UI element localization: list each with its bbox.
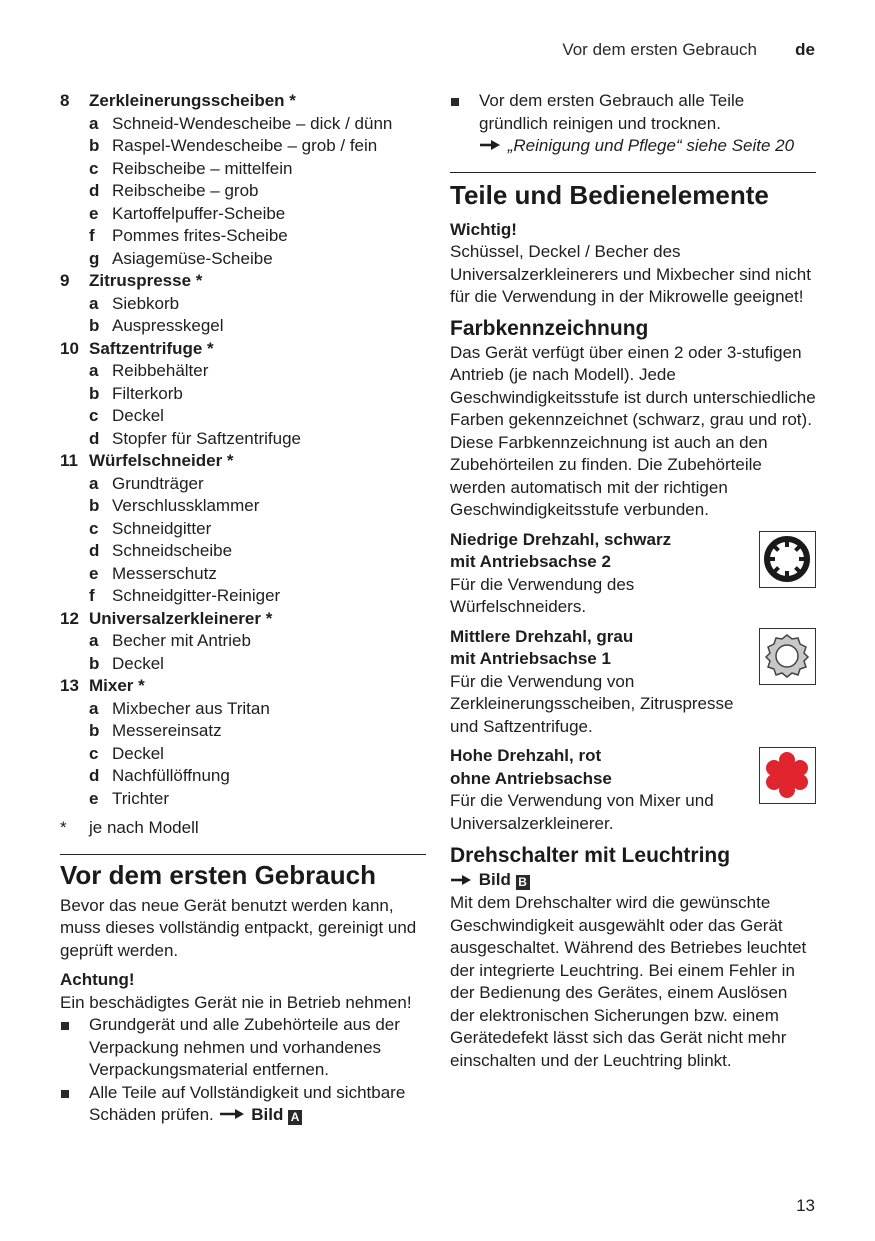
sub-letter: g [89, 248, 100, 268]
color-coding-title: Farbkennzeichnung [450, 316, 649, 340]
header-language: de [795, 40, 815, 59]
figure-ref-word: Bild [478, 870, 511, 890]
sub-item [60, 743, 426, 766]
sub-letter: a [89, 293, 99, 313]
speed-text: Für die Verwendung des Würfelschneiders. [450, 574, 635, 617]
sub-item [60, 113, 426, 136]
sub-text: Raspel-Wendescheibe – grob / fein [112, 136, 378, 155]
item-number: 10 [60, 338, 79, 358]
cross-reference: „Reinigung und Pflege“ siehe Seite 20 [507, 136, 795, 155]
sub-letter: f [89, 226, 95, 245]
figure-ref-letter: B [516, 875, 530, 890]
sub-text: Nachfüllöffnung [112, 766, 230, 785]
sub-letter: b [89, 316, 100, 335]
figure-ref-word: Bild [251, 1105, 284, 1124]
dial-figure-ref [450, 869, 816, 892]
sub-text: Grundträger [112, 473, 204, 493]
sub-letter: a [89, 473, 99, 493]
sub-text: Reibscheibe – mittelfein [112, 158, 293, 178]
sub-text: Mixbecher aus Tritan [112, 698, 270, 718]
sub-letter: c [89, 158, 99, 178]
list-item [60, 675, 426, 698]
sub-text: Deckel [112, 743, 164, 763]
sub-letter: f [89, 586, 95, 605]
bullet-item [60, 1014, 426, 1082]
sub-letter: d [89, 181, 100, 200]
sub-item [60, 765, 426, 788]
sub-item [60, 203, 426, 226]
footnote-text: je nach Modell [89, 818, 199, 837]
left-column [60, 90, 426, 1127]
sub-item [60, 315, 426, 338]
item-title: Würfelschneider * [89, 451, 234, 470]
sub-text: Messereinsatz [112, 721, 222, 740]
sub-text: Deckel [112, 653, 164, 673]
sub-letter: c [89, 743, 99, 763]
arrow-right-icon [219, 1104, 247, 1127]
speed-heading: Niedrige Drehzahl, schwarz [450, 529, 672, 549]
sub-item [60, 360, 426, 383]
speed-subheading: ohne Antriebsachse [450, 768, 612, 788]
page-number: 13 [796, 1196, 815, 1215]
gray-gear-icon [759, 628, 816, 685]
sub-letter: c [89, 406, 99, 425]
sub-letter: e [89, 788, 99, 808]
sub-text: Stopfer für Saftzentrifuge [112, 428, 301, 448]
item-number: 13 [60, 676, 79, 695]
right-column [450, 90, 816, 1072]
bullet-square [61, 1022, 69, 1030]
sub-text: Schneid-Wendescheibe – dick / dünn [112, 113, 393, 133]
item-title: Zerkleinerungsscheiben * [89, 91, 296, 110]
sub-item [60, 135, 426, 158]
sub-text: Messerschutz [112, 563, 217, 583]
speed-block-low [450, 529, 816, 619]
sub-letter: b [89, 653, 100, 673]
header-section-title: Vor dem ersten Gebrauch [562, 40, 757, 59]
sub-text: Becher mit Antrieb [112, 631, 251, 650]
sub-item [60, 180, 426, 203]
speed-block-high [450, 745, 816, 835]
sub-letter: b [89, 496, 100, 515]
sub-letter: e [89, 203, 99, 223]
sub-item [60, 720, 426, 743]
sub-letter: d [89, 766, 100, 785]
color-coding-text: Das Gerät verfügt über einen 2 oder 3-stufigen Antrieb (je nach Modell). Jede Geschwindigkeitsstufe ist durch unterschiedliche Farben gekennzeichnet (schwarz, grau und rot). Diese Farbkennzeichnung ist auch an den Zubehörteilen zu finden. Die Zubehörteile werden automatisch mit der richtigen Geschwindigkeitsstufe verbunden. [450, 342, 816, 520]
sub-item [60, 293, 426, 316]
bullet-text: Vor dem ersten Gebrauch alle Teile gründlich reinigen und trocknen. [479, 91, 745, 133]
caution-label: Achtung! [60, 970, 135, 989]
item-number: 12 [60, 608, 79, 628]
sub-item [60, 383, 426, 406]
sub-item [60, 405, 426, 428]
sub-text: Pommes frites-Scheibe [112, 226, 288, 245]
list-item [60, 608, 426, 631]
sub-letter: d [89, 428, 100, 448]
sub-item [60, 428, 426, 451]
footnote [60, 817, 426, 840]
speed-text: Für die Verwendung von Zerkleinerungsscheiben, Zitruspresse und Saftzentrifuge. [450, 671, 734, 736]
speed-heading: Hohe Drehzahl, rot [450, 746, 602, 766]
sub-text: Schneidgitter-Reiniger [112, 586, 281, 605]
bullet-square [451, 98, 459, 106]
speed-subheading: mit Antriebsachse 2 [450, 552, 611, 572]
sub-item [60, 585, 426, 608]
sub-text: Reibbehälter [112, 361, 209, 380]
sub-item [60, 788, 426, 811]
section-divider [60, 854, 426, 855]
item-number: 8 [60, 91, 70, 110]
page-header [0, 40, 875, 64]
sub-item [60, 518, 426, 541]
sub-text: Kartoffelpuffer-Scheibe [112, 203, 286, 223]
red-flower-icon [759, 747, 816, 804]
item-title: Saftzentrifuge * [89, 338, 214, 358]
arrow-right-icon [450, 870, 474, 893]
list-item [60, 90, 426, 113]
item-title: Mixer * [89, 676, 145, 695]
first-use-title: Vor dem ersten Gebrauch [60, 859, 376, 890]
sub-letter: c [89, 518, 99, 538]
important-text: Schüssel, Deckel / Becher des Universalzerkleinerers und Mixbecher sind nicht für die Verwendung in der Mikrowelle geeignet! [450, 242, 811, 307]
controls-title: Teile und Bedienelemente [450, 179, 769, 210]
black-ring-icon [759, 531, 816, 588]
bullet-square [61, 1090, 69, 1098]
sub-text: Filterkorb [112, 383, 183, 403]
sub-letter: a [89, 631, 99, 650]
sub-item [60, 473, 426, 496]
sub-item [60, 225, 426, 248]
sub-letter: b [89, 721, 100, 740]
sub-text: Schneidscheibe [112, 541, 233, 560]
sub-item [60, 248, 426, 271]
sub-text: Siebkorb [112, 293, 180, 313]
caution-text: Ein beschädigtes Gerät nie in Betrieb nehmen! [60, 992, 412, 1012]
sub-text: Asiagemüse-Scheibe [112, 248, 273, 268]
sub-text: Schneidgitter [112, 518, 212, 538]
sub-item [60, 158, 426, 181]
sub-letter: e [89, 563, 99, 583]
sub-item [60, 540, 426, 563]
parts-list [60, 90, 426, 810]
sub-text: Verschlussklammer [112, 496, 260, 515]
arrow-right-icon [479, 135, 503, 158]
bullet-item [450, 90, 816, 158]
sub-letter: b [89, 383, 100, 403]
sub-text: Auspresskegel [112, 316, 224, 335]
bullet-text: Alle Teile auf Vollständigkeit und sichtbare Schäden prüfen. [89, 1082, 406, 1124]
section-divider [450, 172, 816, 173]
dial-title: Drehschalter mit Leuchtring [450, 844, 731, 868]
list-item [60, 338, 426, 361]
sub-letter: d [89, 541, 100, 560]
item-number: 11 [60, 451, 78, 470]
sub-letter: b [89, 136, 100, 155]
sub-text: Deckel [112, 406, 164, 425]
bullet-item [60, 1082, 426, 1127]
sub-letter: a [89, 113, 99, 133]
sub-text: Reibscheibe – grob [112, 181, 259, 200]
item-number: 9 [60, 271, 70, 290]
figure-ref-letter: A [288, 1110, 302, 1125]
sub-letter: a [89, 361, 99, 380]
item-title: Universalzerkleinerer * [89, 608, 273, 628]
list-item [60, 270, 426, 293]
first-use-intro: Bevor das neue Gerät benutzt werden kann, muss dieses vollständig entpackt, gereinigt und geprüft werden. [60, 895, 417, 960]
sub-item [60, 698, 426, 721]
dial-text: Mit dem Drehschalter wird die gewünschte Geschwindigkeit ausgewählt oder das Gerät ausgeschaltet. Während des Betriebes leuchtet der integrierte Leuchtring. Bei einem Fehler in der Bedienung des Gerätes, einem Auslösen der elektronischen Sicherungen bzw. einem Gerätedefekt lässt sich das Gerät nicht mehr einschalten und der Leuchtring blinkt. [450, 893, 807, 1070]
sub-letter: a [89, 698, 99, 718]
sub-item [60, 653, 426, 676]
speed-block-medium [450, 626, 816, 739]
important-label: Wichtig! [450, 219, 517, 239]
bullet-text: Grundgerät und alle Zubehörteile aus der Verpackung nehmen und vorhandenes Verpackungsmaterial entfernen. [89, 1015, 400, 1079]
footnote-star: * [60, 818, 67, 837]
speed-text: Für die Verwendung von Mixer und Universalzerkleinerer. [450, 791, 714, 833]
sub-text: Trichter [112, 788, 169, 808]
list-item [60, 450, 426, 473]
speed-subheading: mit Antriebsachse 1 [450, 649, 611, 669]
sub-item [60, 495, 426, 518]
item-title: Zitruspresse * [89, 271, 203, 290]
speed-heading: Mittlere Drehzahl, grau [450, 626, 634, 646]
sub-item [60, 630, 426, 653]
sub-item [60, 563, 426, 586]
